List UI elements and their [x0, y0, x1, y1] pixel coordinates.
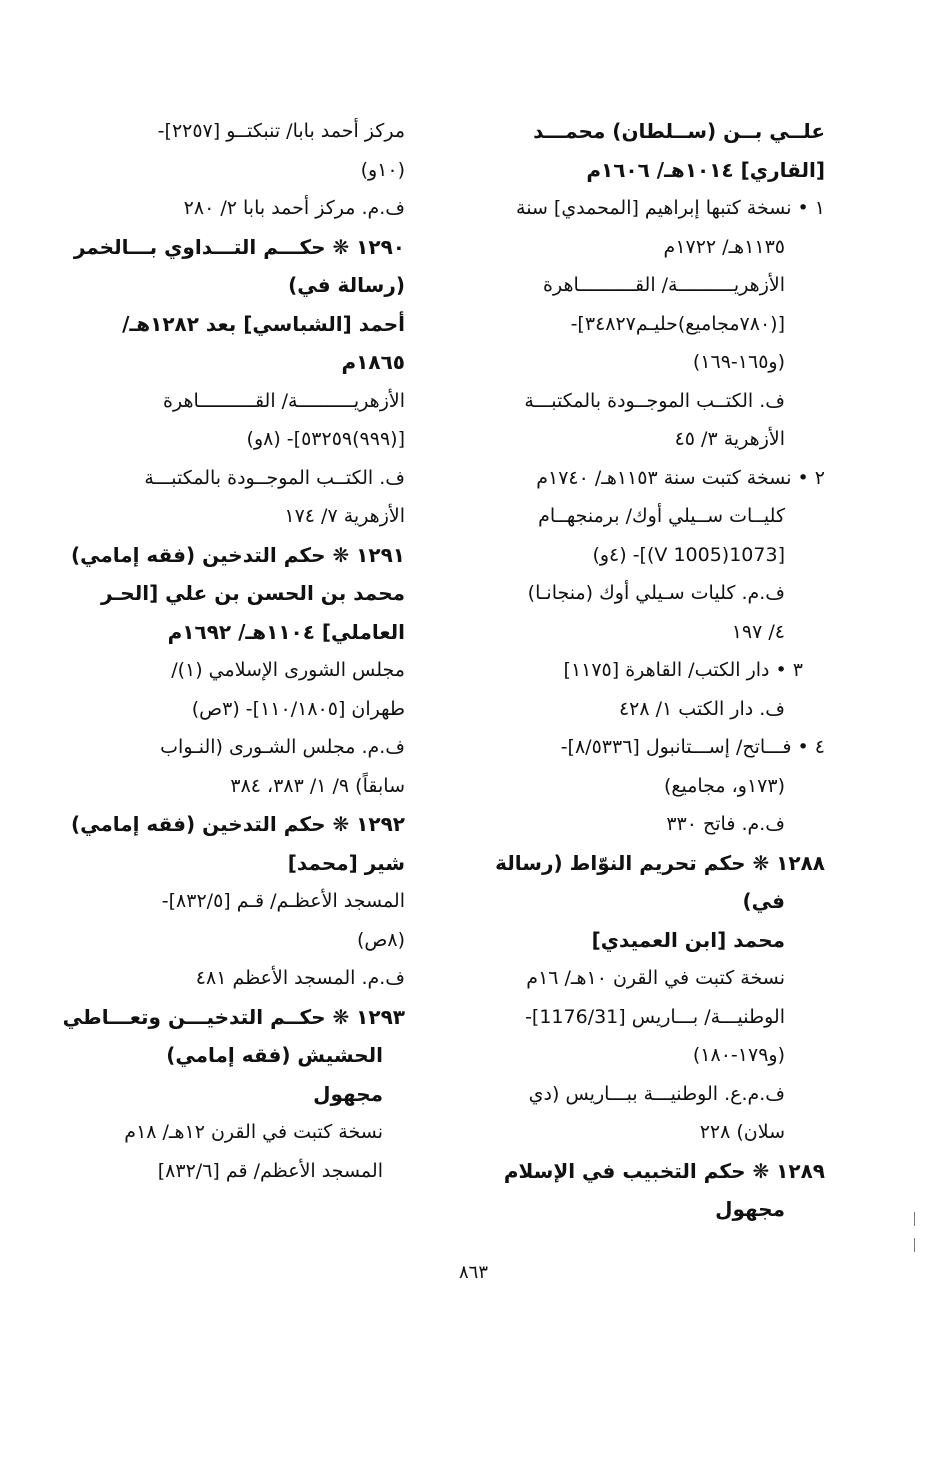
entry-text-line: ف.م. المسجد الأعظم ٤٨١ [195, 967, 405, 989]
scan-edge-mark [914, 1238, 915, 1252]
entry-text-line: ١١٣٥هـ/ ١٧٢٢م [663, 235, 785, 258]
entry-text-line: الأزهريــــــــــة/ القــــــــــاهرة [163, 389, 405, 412]
entry-text-line: سلان) ٢٢٨ [699, 1121, 785, 1143]
entry-heading-line: (رسالة في) [288, 273, 405, 297]
entry-heading-line: الحشيش (فقه إمامي) [166, 1043, 383, 1067]
entry-text-line: المسجد الأعظـم/ قـم [٨٣٢/٥]- [161, 890, 405, 912]
entry-text-line: ٤/ ١٩٧ [731, 620, 785, 643]
entry-text-line: ف.م.ع. الوطنيـــة ببـــاريس (دي [528, 1082, 785, 1105]
entry-heading-line: ١٢٨٨ ❋ حكم تحريم النوّاط (رسالة [495, 850, 825, 875]
entry-text-line: (٨ص) [356, 928, 405, 951]
entry-text-line: (١٠و) [360, 158, 405, 181]
entry-heading-line: في) [742, 889, 785, 913]
scan-edge-mark [914, 1212, 915, 1226]
entry-heading-line: مجهول [715, 1197, 785, 1221]
entry-heading-line: ١٢٩٠ ❋ حكـــم التـــداوي بـــالخمر [73, 234, 405, 259]
entry-text-line: ٢ • نسخة كتبت سنة ١١٥٣هـ/ ١٧٤٠م [536, 466, 825, 489]
entry-text-line: الأزهرية ٣/ ٤٥ [674, 428, 785, 450]
entry-text-line: ف.م. كليات سـيلي أوك (منجانـا) [527, 582, 785, 604]
left-column [62, 112, 405, 1190]
entry-heading-line: [القاري] ١٠١٤هـ/ ١٦٠٦م [586, 157, 825, 182]
entry-heading-line: محمد بن الحسن بن علي [الحـر [101, 581, 405, 605]
entry-text-line: [(٧٨٠مجاميع)حليـم٣٤٨٢٧]- [570, 312, 785, 335]
entry-heading-line: العاملي] ١١٠٤هـ/ ١٦٩٢م [167, 619, 405, 644]
entry-text-line: ف. دار الكتب ١/ ٤٢٨ [618, 697, 785, 720]
entry-text-line: [(٩٩٩)٥٣٢٥٩]- (٨و) [246, 428, 405, 450]
entry-text-line: الأزهريــــــــــة/ القــــــــــاهرة [543, 274, 785, 296]
entry-text-line: نسخة كتبت في القرن ١٢هـ/ ١٨م [124, 1121, 383, 1143]
entry-heading-line: ١٢٨٩ ❋ حكم التخبيب في الإسلام [503, 1158, 825, 1183]
entry-text-line: نسخة كتبت في القرن ١٠هـ/ ١٦م [526, 967, 785, 989]
entry-text-line: سابقاً) ٩/ ١/ ٣٨٣، ٣٨٤ [230, 774, 405, 797]
entry-heading-line: ١٢٩١ ❋ حكم التدخين (فقه إمامي) [70, 542, 405, 567]
entry-text-line: ف.م. مجلس الشـورى (النـواب [160, 736, 405, 758]
entry-text-line: ٤ • فـــاتح/ إســـتانبول [٨/٥٣٣٦]- [560, 736, 825, 758]
entry-text-line: طهران [١١٠/١٨٠٥]- (٣ص) [191, 697, 405, 720]
entry-text-line: (و١٦٥-١٦٩) [692, 351, 785, 373]
entry-text-line: كليــات ســيلي أوك/ برمنجهــام [538, 505, 785, 527]
entry-text-line: ف.م. فاتح ٣٣٠ [666, 813, 785, 835]
entry-heading-line: ١٨٦٥م [341, 350, 405, 374]
entry-text-line: (و١٧٩-١٨٠) [692, 1044, 785, 1066]
page-number: ٨٦٣ [458, 1262, 488, 1283]
entry-text-line: ٣ • دار الكتب/ القاهرة [١١٧٥] [563, 659, 803, 681]
entry-text-line: المسجد الأعظم/ قم [٨٣٢/٦] [157, 1159, 383, 1182]
entry-text-line: ١ • نسخة كتبها إبراهيم [المحمدي] سنة [516, 197, 825, 219]
entry-text-line: [1073(1005 V)]- (٤و) [592, 543, 785, 566]
entry-text-line: الأزهرية ٧/ ١٧٤ [284, 505, 405, 527]
entry-text-line: مجلس الشورى الإسلامي (١)/ [171, 659, 405, 681]
entry-heading-line: شير [محمد] [287, 850, 405, 875]
entry-text-line: الوطنيـــة/ بـــاريس [1176/31]- [525, 1005, 785, 1028]
entry-heading-line: أحمد [الشباسي] بعد ١٢٨٢هـ/ [122, 311, 405, 336]
right-column [495, 112, 825, 1229]
entry-text-line: ف.م. مركز أحمد بابا ٢/ ٢٨٠ [183, 197, 405, 219]
entry-heading-line: مجهول [313, 1081, 383, 1106]
entry-text-line: ف. الكتــب الموجــودة بالمكتبـــة [524, 389, 785, 412]
entry-text-line: (١٧٣و، مجاميع) [663, 774, 785, 797]
entry-heading-line: علــي بــن (ســلطان) محمـــد [533, 119, 825, 143]
entry-heading-line: ١٢٩٣ ❋ حكــم التدخيـــن وتعـــاطي [62, 1004, 405, 1029]
entry-text-line: مركز أحمد بابا/ تنبكتــو [٢٢٥٧]- [157, 120, 405, 142]
entry-heading-line: ١٢٩٢ ❋ حكم التدخين (فقه إمامي) [70, 812, 405, 836]
entry-text-line: ف. الكتــب الموجــودة بالمكتبـــة [144, 466, 405, 489]
entry-heading-line: محمد [ابن العميدي] [591, 927, 785, 952]
